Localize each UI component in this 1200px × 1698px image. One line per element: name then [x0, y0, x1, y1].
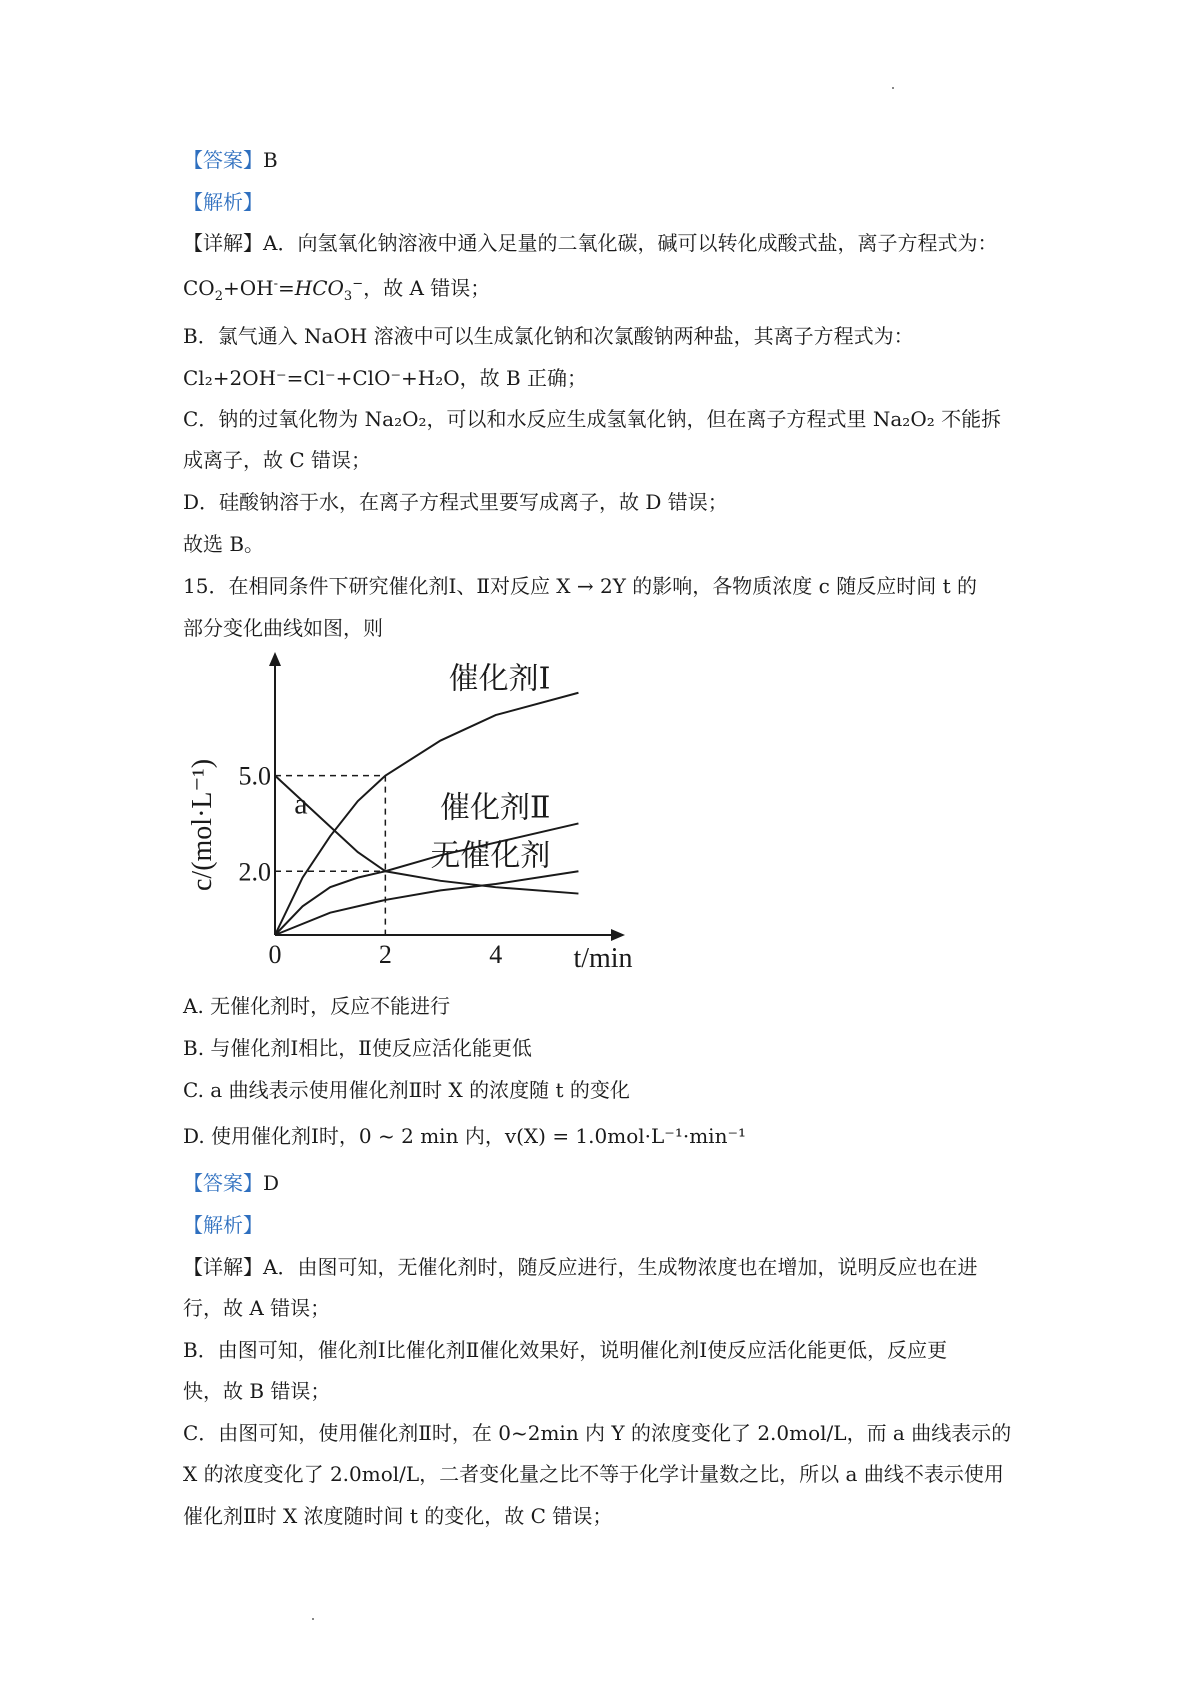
- analysis-tag: 【解析】: [183, 190, 263, 214]
- detail2-line-b2: 快，故 B 错误；: [183, 1379, 331, 1403]
- answer-value: B: [263, 148, 278, 172]
- formula-eq: =: [278, 276, 295, 300]
- y-tick-label: 5.0: [238, 761, 271, 791]
- analysis-heading-2: [183, 1212, 263, 1238]
- x-axis-label: t/min: [573, 943, 633, 974]
- option-c: C. a 曲线表示使用催化剂Ⅱ时 X 的浓度随 t 的变化: [183, 1078, 630, 1102]
- series-label: 催化剂Ⅰ: [448, 662, 551, 696]
- detail2-line-c1: C．由图可知，使用催化剂Ⅱ时，在 0~2min 内 Y 的浓度变化了 2.0mol/L，而 a 曲线表示的: [183, 1421, 1012, 1445]
- chart-labels: [187, 662, 633, 974]
- question-stem-2: 部分变化曲线如图，则: [183, 616, 383, 640]
- answer-value: D: [263, 1171, 280, 1195]
- answer-tag: 【答案】: [183, 1171, 263, 1195]
- formula-oh: +OH: [222, 276, 274, 300]
- detail-tag: 【详解】: [183, 1255, 263, 1279]
- x-tick-label: 0: [268, 940, 282, 969]
- answer-tag: 【答案】: [183, 148, 263, 172]
- detail-text: ，故 A 错误；: [363, 276, 491, 300]
- formula-hco3-sub: 3: [343, 289, 353, 304]
- y-axis-arrow: [269, 652, 281, 666]
- y-axis-label: c/(mol·L⁻¹): [187, 758, 218, 892]
- answer-line-1: [183, 147, 278, 173]
- concentration-chart: [183, 655, 633, 975]
- series-label: a: [294, 787, 308, 821]
- answer-line-2: [183, 1170, 279, 1196]
- formula-sub: 2: [214, 289, 223, 304]
- detail2-line-a2: 行，故 A 错误；: [183, 1296, 331, 1320]
- detail-line-d1: D．硅酸钠溶于水，在离子方程式里要写成离子，故 D 错误；: [183, 490, 728, 514]
- scan-speck-top: [892, 87, 894, 89]
- option-d: D. 使用催化剂Ⅰ时，0 ~ 2 min 内，v(X) = 1.0mol·L⁻¹·min⁻¹: [183, 1124, 747, 1148]
- detail-line-a1: [183, 230, 997, 256]
- detail-text: A．向氢氧化钠溶液中通入足量的二氧化碳，碱可以转化成酸式盐，离子方程式为：: [263, 231, 998, 255]
- detail2-line-a1: [183, 1254, 977, 1280]
- series-label: 催化剂Ⅱ: [440, 791, 551, 825]
- detail-tag: 【详解】: [183, 231, 263, 255]
- detail2-line-c3: 催化剂Ⅱ时 X 浓度随时间 t 的变化，故 C 错误；: [183, 1504, 613, 1528]
- detail-line-c1: C．钠的过氧化物为 Na₂O₂，可以和水反应生成氢氧化钠，但在离子方程式里 Na₂O₂ 不能拆: [183, 407, 1002, 431]
- conclusion-line: 故选 B。: [183, 532, 265, 556]
- question-stem-1: 15．在相同条件下研究催化剂Ⅰ、Ⅱ对反应 X → 2Y 的影响，各物质浓度 c 随反应时间 t 的: [183, 574, 977, 598]
- x-axis-arrow: [611, 929, 625, 941]
- detail-line-b2: Cl₂+2OH⁻=Cl⁻+ClO⁻+H₂O，故 B 正确；: [183, 366, 588, 390]
- detail-line-b1: B．氯气通入 NaOH 溶液中可以生成氯化钠和次氯酸钠两种盐，其离子方程式为：: [183, 324, 914, 348]
- detail2-line-c2: X 的浓度变化了 2.0mol/L，二者变化量之比不等于化学计量数之比，所以 a 曲线不表示使用: [183, 1462, 1004, 1486]
- detail-text: A．由图可知，无催化剂时，随反应进行，生成物浓度也在增加，说明反应也在进: [263, 1255, 978, 1279]
- formula-hco3: HCO: [294, 276, 344, 300]
- formula-co: CO: [183, 276, 215, 300]
- formula-hco3-sup: −: [352, 276, 364, 292]
- detail-line-a2: [183, 275, 491, 304]
- analysis-heading-1: [183, 189, 263, 215]
- detail2-line-b1: B．由图可知，催化剂Ⅰ比催化剂Ⅱ催化效果好，说明催化剂Ⅰ使反应活化能更低，反应更: [183, 1338, 948, 1362]
- series-label: 无催化剂: [430, 839, 551, 873]
- x-tick-label: 4: [489, 940, 503, 969]
- detail-line-c2: 成离子，故 C 错误；: [183, 448, 372, 472]
- y-tick-label: 2.0: [238, 857, 271, 887]
- scan-speck-bottom: [312, 1618, 314, 1620]
- formula-sup: -: [273, 276, 278, 292]
- analysis-tag: 【解析】: [183, 1213, 263, 1237]
- x-tick-label: 2: [378, 940, 392, 969]
- curve-无催化剂: [275, 871, 578, 935]
- option-a: A. 无催化剂时，反应不能进行: [183, 994, 451, 1018]
- chart-svg: [183, 655, 633, 975]
- chart-guides: [275, 776, 385, 935]
- option-b: B. 与催化剂Ⅰ相比，Ⅱ使反应活化能更低: [183, 1036, 532, 1060]
